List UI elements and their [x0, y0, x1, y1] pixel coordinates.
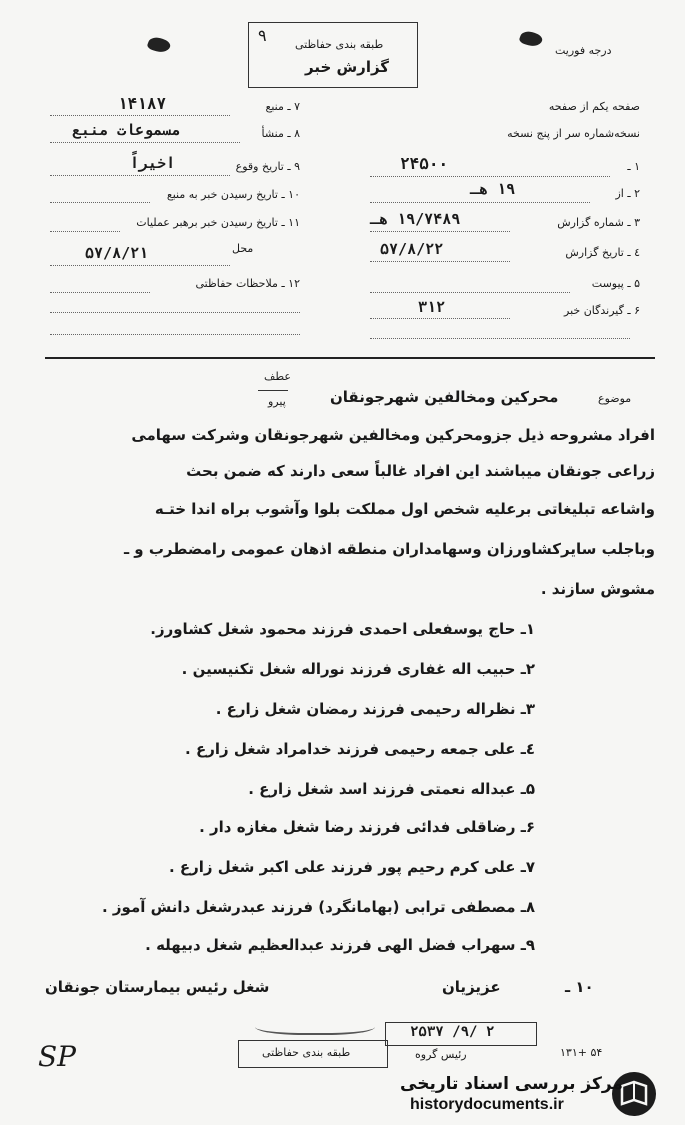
list-item-2: ۲ـ حبیب اله غفاری فرزند نوراله شغل تکنیسین . [181, 660, 535, 678]
list-item-7: ۷ـ علی کرم رحیم پور فرزند علی اکبر شغل زارع . [168, 858, 535, 876]
subject-label: موضوع [598, 392, 632, 405]
field-2-value: ۱۹ هـ [470, 180, 516, 198]
footer-classification: طبقه بندی حفاظتی [262, 1046, 351, 1059]
header-stamp-number: ۹ [258, 26, 267, 45]
footer-rais: رئیس گروه [415, 1048, 467, 1061]
body-line-2: زراعی جونقان میباشند این افراد غالباً سعی دارند که ضمن بحث [186, 462, 655, 480]
atf-divider [258, 390, 288, 391]
field-7-label: ۷ ـ منبع [265, 100, 300, 113]
bird-mark-left [146, 35, 171, 56]
field-11-line [50, 231, 120, 232]
item-10-num: ۱۰ ـ [565, 978, 594, 996]
copy-field: نسخه‌شماره سر از پنج نسخه [507, 127, 640, 140]
header-divider [45, 357, 655, 359]
body-line-5: مشوش سازند . [540, 580, 655, 598]
field-6-value: ۳۱۲ [418, 298, 446, 316]
list-item-5: ۵ـ عبداله نعمتی فرزند اسد شغل زارع . [248, 780, 535, 798]
list-item-1: ۱ـ حاج یوسفعلی احمدی فرزند محمود شغل کشاورز. [150, 620, 535, 638]
field-7-line [50, 115, 230, 116]
list-item-3: ۳ـ نظراله رحیمی فرزند رمضان شغل زارع . [215, 700, 535, 718]
field-12-label: ۱۲ ـ ملاحظات حفاظتی [195, 277, 300, 290]
list-item-8: ۸ـ مصطفی ترابی (بهامانگرد) فرزند عبدرشغل دانش آموز . [101, 898, 535, 916]
field-6-line [370, 318, 510, 319]
left-extra-line-1 [50, 312, 300, 313]
place-label: محل [232, 242, 254, 255]
field-8-value: مسموعات منبع [72, 121, 181, 139]
left-extra-line-2 [50, 334, 300, 335]
list-item-6: ۶ـ رضاقلی فدائی فرزند رضا شغل مغازه دار . [199, 818, 535, 836]
watermark-url[interactable]: historydocuments.ir [410, 1096, 564, 1113]
field-10-label: ۱۰ ـ تاریخ رسیدن خبر به منبع [166, 188, 300, 201]
field-4-line [370, 261, 510, 262]
bird-mark-right [518, 29, 543, 50]
page-field: صفحه یکم از صفحه [548, 100, 640, 113]
header-stamp [248, 22, 418, 88]
field-4-label: ٤ ـ تاریخ گزارش [565, 246, 640, 259]
footer-scribble [255, 1015, 375, 1035]
field-8-label: ۸ ـ منشأ [261, 127, 300, 140]
field-3-line [370, 231, 510, 232]
body-line-4: وباجلب سایرکشاورزان وسهامداران منطقه اذهان عمومی رامضطرب و ـ [123, 540, 655, 558]
field-6-label: ۶ ـ گیرندگان خبر [564, 304, 640, 317]
field-9-label: ۹ ـ تاریخ وقوع [235, 160, 300, 173]
field-5-line [370, 292, 570, 293]
subject-value: محرکین ومخالفین شهرجونقان [330, 388, 559, 406]
atf-label: عطف [264, 370, 291, 383]
list-item-4: ٤ـ علی جمعه رحیمی فرزند خدامراد شغل زارع . [185, 740, 535, 758]
footer-stamp-number: ۲۵۳۷ /۹/ ۲ [410, 1024, 495, 1040]
item-10-job: شغل رئیس بیمارستان جونقان [45, 978, 270, 996]
field-9-value: اخیراً [130, 154, 176, 172]
urgency-label: درجه فوریت [555, 44, 612, 57]
field-5-label: ۵ ـ پیوست [591, 277, 640, 290]
field-3-label: ۳ ـ شماره گزارش [557, 216, 640, 229]
watermark-name: مرکز بررسی اسناد تاریخی [400, 1074, 623, 1094]
field-9-line [50, 175, 230, 176]
field-2-line [370, 202, 590, 203]
field-11-value: ۵۷/۸/۲۱ [85, 244, 149, 262]
field-10-line [50, 202, 150, 203]
place-line [50, 265, 230, 266]
field-1-line [370, 176, 610, 177]
footer-initials: SP [38, 1040, 77, 1073]
field-11-label: ۱۱ ـ تاریخ رسیدن خبر برهبر عملیات [136, 216, 300, 229]
field-4-value: ۵۷/۸/۲۲ [380, 240, 444, 258]
item-10-name: عزیزیان [442, 978, 501, 996]
field-8-line [50, 142, 240, 143]
pairo-label: پیرو [268, 395, 286, 408]
field-1-value: ۲۴۵۰۰ [400, 154, 449, 173]
field-3-value: ۱۹/۷۴۸۹ هـ [370, 210, 461, 228]
field-7-value: ۱۴۱۸۷ [118, 94, 167, 113]
footer-code: ۱۳۱+ ۵۴ [560, 1046, 603, 1059]
field-2-label: ۲ ـ از [615, 187, 640, 200]
field-1-label: ۱ ـ [627, 160, 640, 173]
header-classification: طبقه بندی حفاظتی [295, 38, 384, 51]
body-line-3: واشاعه تبلیغاتی برعلیه شخص اول مملکت بلوا وآشوب براه اندا ختـه [154, 500, 655, 518]
right-extra-line [370, 338, 630, 339]
field-12-line [50, 292, 150, 293]
list-item-9: ۹ـ سهراب فضل الهی فرزند عبدالعظیم شغل دبیهله . [145, 936, 535, 954]
report-title: گزارش خبر [305, 58, 390, 76]
body-line-1: افراد مشروحه ذیل جزومحرکین ومخالفین شهرجونقان وشرکت سهامی [131, 426, 655, 444]
